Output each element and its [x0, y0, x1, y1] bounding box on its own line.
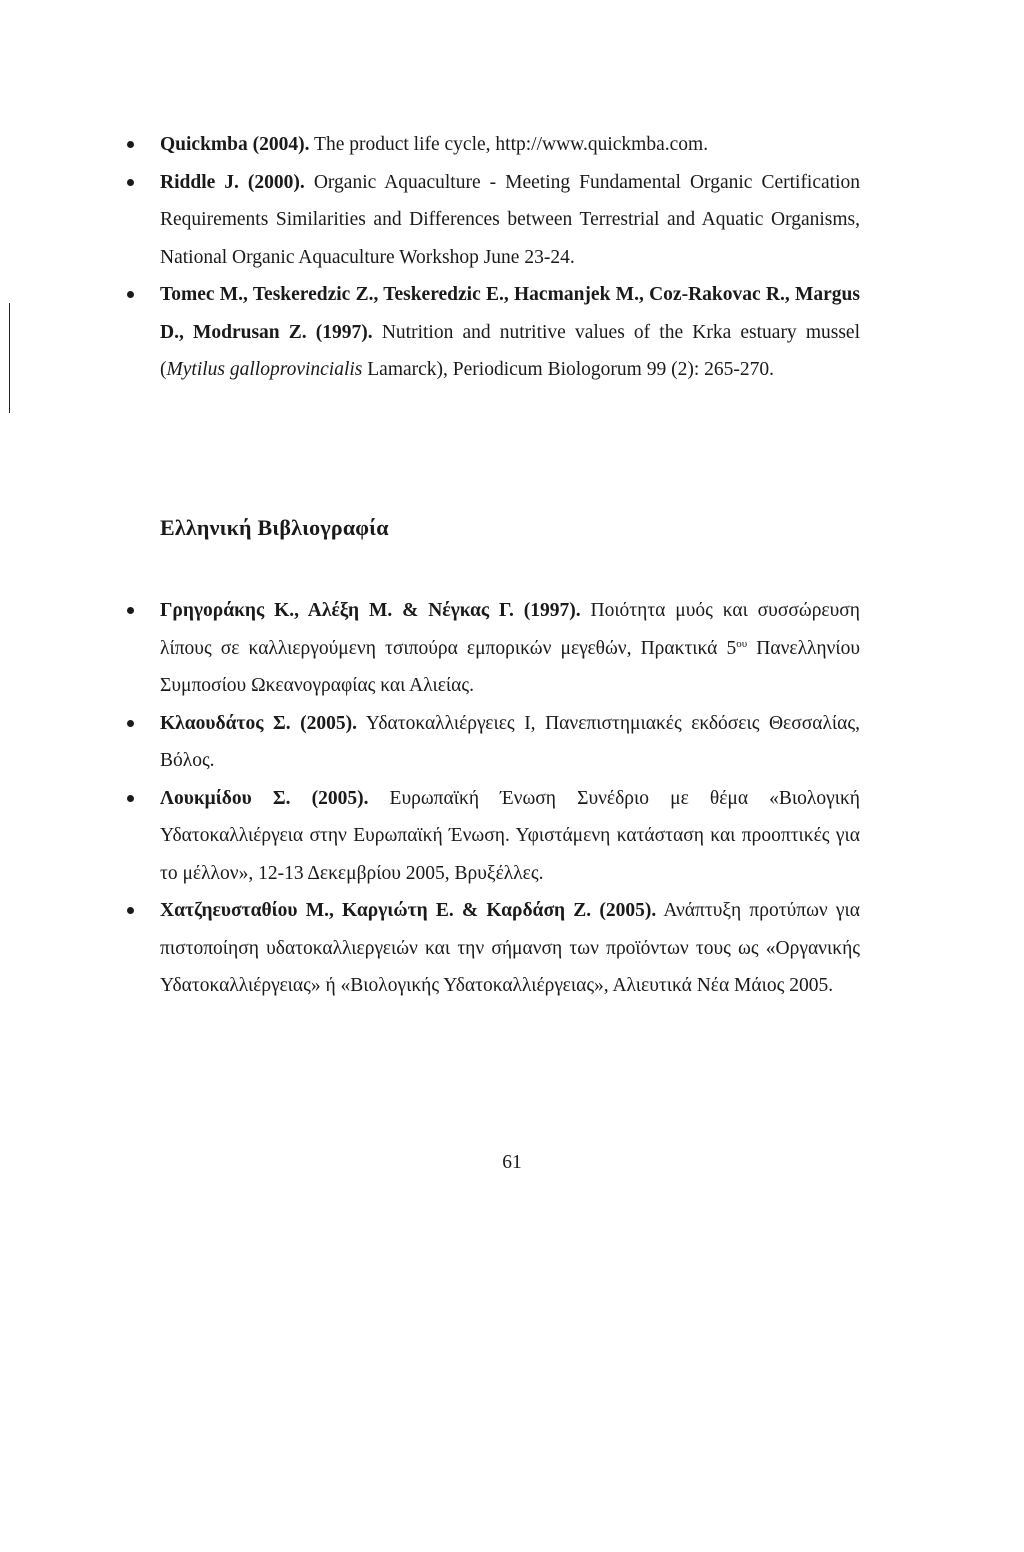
page-number: 61 — [502, 1152, 522, 1173]
section-title: Ελληνική Βιβλιογραφία — [160, 515, 389, 540]
species-name: Mytilus galloprovincialis — [166, 359, 363, 380]
reference-text: Ανάπτυξη προτύπων για πιστοποίηση υδατοκαλλιεργειών και την σήμανση των προϊόντων τους ως «Οργανικής Υδατοκαλλιέργειας» ή «Βιολογικής Υδατοκαλλιέργειας», Αλιευτικά Νέα Μάιος 2005. — [160, 900, 860, 996]
reference-item — [125, 780, 860, 893]
reference-text: Ευρωπαϊκή Ένωση Συνέδριο με θέμα «Βιολογική Υδατοκαλλιέργεια στην Ευρωπαϊκή Ένωση. Υφιστάμενη κατάσταση και προοπτικές για το μέλλον», 12-13 Δεκεμβρίου 2005, Βρυξέλλες. — [160, 787, 860, 884]
reference-authors: Quickmba (2004). — [160, 134, 310, 155]
reference-authors: Χατζηευσταθίου Μ., Καργιώτη Ε. & Καρδάση Ζ. (2005). — [160, 900, 657, 921]
reference-item — [125, 705, 860, 780]
reference-text: Πανελληνίου Συμποσίου Ωκεανογραφίας και Αλιείας. — [160, 637, 860, 696]
greek-references-list — [125, 592, 860, 1005]
reference-authors: Riddle J. (2000). — [160, 171, 305, 193]
reference-text: The product life cycle, http://www.quickmba.com. — [309, 134, 709, 155]
reference-text: Nutrition and nutritive values of the Krka estuary mussel ( — [160, 321, 860, 380]
reference-item — [125, 276, 860, 389]
margin-line — [9, 303, 10, 413]
reference-item — [125, 892, 860, 1005]
reference-text: Lamarck), Periodicum Biologorum 99 (2): 265-270. — [362, 359, 774, 380]
reference-text: Ποιότητα μυός και συσσώρευση λίπους σε καλλιεργούμενη τσιπούρα εμπορικών μεγεθών, Πρακτικά 5 — [160, 600, 860, 659]
reference-item — [125, 592, 860, 705]
reference-item — [125, 126, 860, 164]
ordinal-superscript: ου — [736, 637, 748, 650]
english-references-list — [125, 126, 860, 389]
reference-authors: Γρηγοράκης Κ., Αλέξη Μ. & Νέγκας Γ. (1997). — [160, 600, 581, 621]
reference-authors: Tomec M., Teskeredzic Z., Teskeredzic E., Hacmanjek M., Coz-Rakovac R., Margus D., Modrusan Z. (1997). — [160, 284, 860, 343]
reference-authors: Λουκμίδου Σ. (2005). — [160, 787, 369, 809]
reference-text: Organic Aquaculture - Meeting Fundamental Organic Certification Requirements Similarities and Differences between Terrestrial and Aquatic Organisms, National Organic Aquaculture Workshop June 23-24. — [160, 171, 860, 268]
reference-authors: Κλαουδάτος Σ. (2005). — [160, 712, 358, 734]
reference-text: Υδατοκαλλιέργειες Ι, Πανεπιστημιακές εκδόσεις Θεσσαλίας, Βόλος. — [160, 712, 860, 771]
reference-item — [125, 164, 860, 277]
